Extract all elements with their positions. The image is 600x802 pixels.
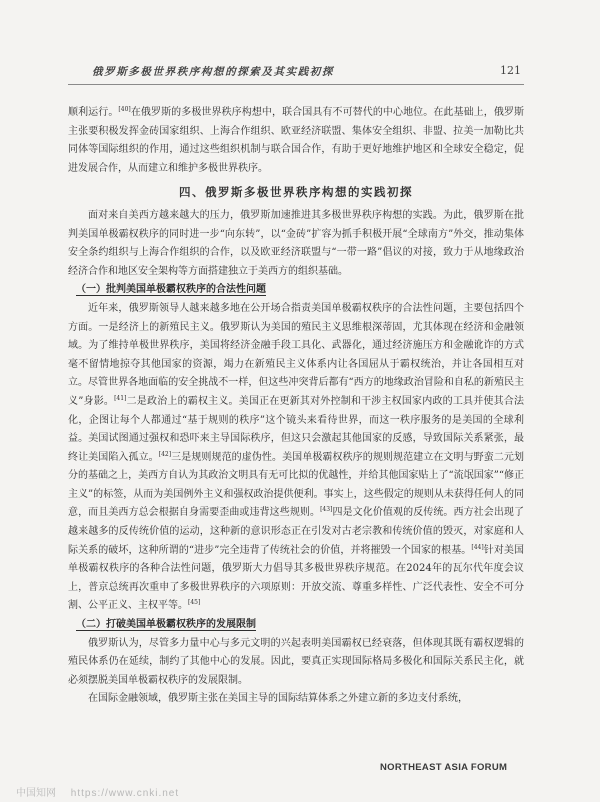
header-rule: [68, 84, 524, 85]
citation-marker: [41]: [114, 394, 127, 402]
cnki-watermark: [16, 784, 179, 799]
paragraph-continuation: 顺利运行。[40]在俄罗斯的多极世界秩序构想中，联合国具有不可替代的中心地位。在此基础上，俄罗斯主张要积极发挥金砖国家组织、上海合作组织、欧亚经济联盟、集体安全组织、非盟、拉美一加勒比共同体等国际组织的作用，通过这些组织机制与联合国合作，有助于更好地维护地区和全球安全稳定，促进发展合作，从而建立和维护多极世界秩序。: [68, 106, 525, 174]
watermark-url: https://www.cnki.net: [70, 788, 180, 799]
subheading-development: （二）打破美国单极霸权秩序的发展限制: [76, 619, 256, 631]
watermark-site: 中国知网: [16, 788, 56, 799]
journal-name-footer: NORTHEAST ASIA FORUM: [380, 762, 508, 773]
section-heading: 四、俄罗斯多极世界秩序构想的实践初探: [179, 185, 413, 200]
citation-marker: [43]: [320, 506, 333, 514]
subheading-legitimacy: （一）批判美国单极霸权秩序的合法性问题: [76, 284, 266, 296]
citation-marker: [45]: [188, 599, 201, 607]
running-header-title: 俄罗斯多极世界秩序构想的探索及其实践初探: [92, 66, 334, 78]
paragraph-legitimacy: 近年来，俄罗斯领导人越来越多地在公开场合指责美国单极霸权秩序的合法性问题，主要包括四个方面。一是经济上的新殖民主义。俄罗斯认为美国的殖民主义思维根深蒂固，尤其体现在经济和金融领域。为了维持单极世界秩序，美国将经济金融手段工具化、武器化，通过经济施压方和金融讹诈的方式毫不留情地掠夺其他国家的资源，竭力在新殖民主义体系内让各国屈从于霸权统治，并让各国相互对立。尽管世界各地面临的安全挑战不一样，但这些冲突背后都有“西方的地缘政治冒险和自私的新殖民主义”身影。[41]二是政治上的霸权主义。美国正在更新其对外控制和干涉主权国家内政的工具并使其合法化，企图让每个人都通过“基于规则的秩序”这个镜头来看待世界，而这一秩序服务的是美国的全球利益。美国试图通过强权和恐吓来主导国际秩序，但这只会激起其他国家的反感，导致国际关系紧张，最终让美国陷入孤立。[42]三是规则规范的虚伪性。美国单极霸权秩序的规则规范建立在文明与野蛮二元划分的基础之上，美西方自认为其政治文明具有无可比拟的优越性，并给其他国家贴上了“流氓国家”“修正主义”的标签，从而为美国例外主义和强权政治提供便利。事实上，这些假定的规则从未获得任何人的同意，而且美西方总会根据自身需要歪曲或违背这些规则。[43]四是文化价值观的反传统。西方社会出现了越来越多的反传统价值的运动，这种新的意识形态正在引发对古老宗教和传统价值的毁灭，对家庭和人际关系的破坏，这种所谓的“进步”完全违背了传统社会的价值，并将摧毁一个国家的根基。[44]针对美国单极霸权秩序的各种合法性问题，俄罗斯大力倡导其多极世界秩序规范。在2024年的瓦尔代年度会议上，普京总统再次重申了多极世界秩序的六项原则：开放交流、尊重多样性、广泛代表性、安全不可分割、公平正义、主权平等。[45]: [68, 302, 525, 612]
paragraph-finance: 在国际金融领域，俄罗斯主张在美国主导的国际结算体系之外建立新的多边支付系统，: [88, 693, 468, 705]
page-number: 121: [500, 64, 521, 77]
citation-marker: [42]: [158, 450, 172, 458]
paragraph-development: 俄罗斯认为，尽管多力量中心与多元文明的兴起表明美国霸权已经衰落，但体现其既有霸权逻辑的殖民体系仍在延续，制约了其他中心的发展。因此，要真正实现国际格局多极化和国际关系民主化，就必须摆脱美国单极霸权秩序的发展限制。: [68, 637, 524, 686]
article-body: [68, 104, 524, 709]
citation-marker: [44]: [471, 543, 484, 551]
citation-marker: [40]: [118, 106, 131, 113]
paragraph-intro: 面对来自美西方越来越大的压力，俄罗斯加速推进其多极世界秩序构想的实践。为此，俄罗斯在批判美国单极霸权秩序的同时进一步“向东转”，以“金砖”扩容为抓手积极开展“全球南方”外交，推动集体安全条约组织与上海合作组织的合作，以及欧亚经济联盟与“一带一路”倡议的对接，致力于从地缘政治经济合作和地区安全架构等方面搭建独立于美西方的组织基础。: [68, 209, 524, 277]
